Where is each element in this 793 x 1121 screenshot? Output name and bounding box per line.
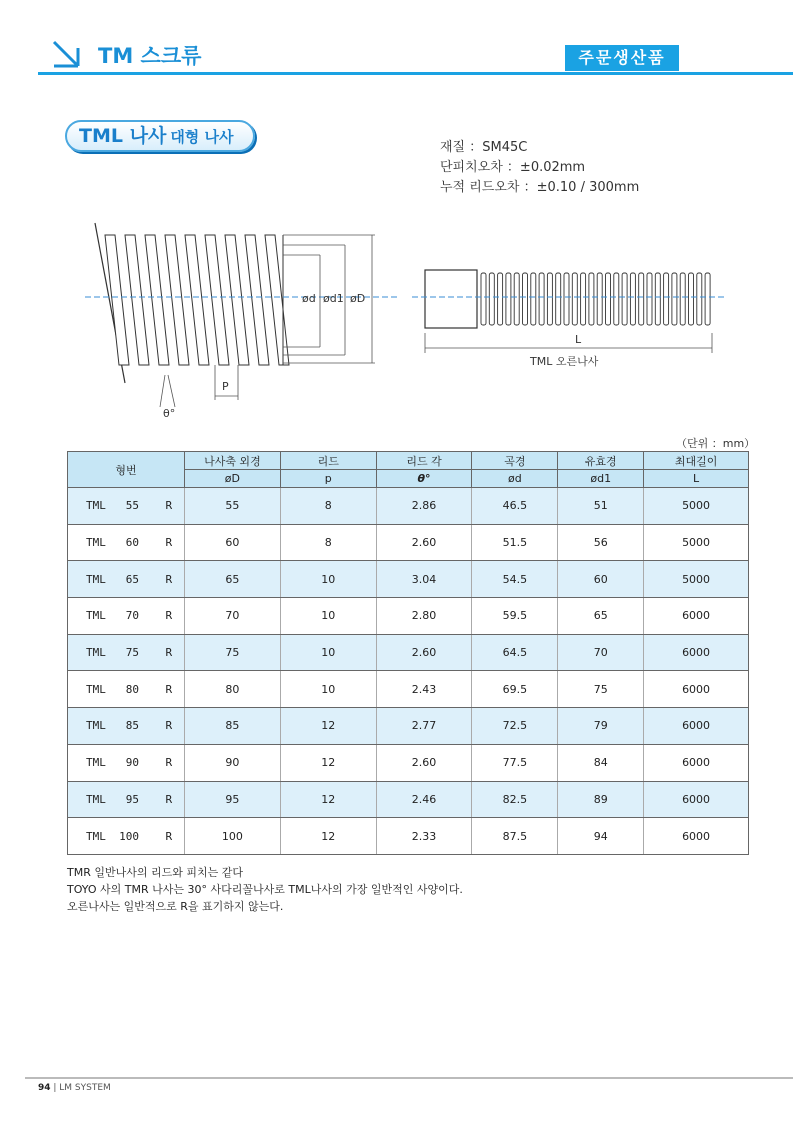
notes — [67, 864, 463, 915]
screw-full-view — [412, 270, 725, 353]
table-row — [68, 818, 749, 855]
cell-D: 90 — [184, 744, 280, 781]
note-3: 오른나사는 일반적으로 R을 표기하지 않는다. — [67, 900, 284, 913]
table-row — [68, 744, 749, 781]
cell-D: 70 — [184, 598, 280, 635]
cell-D: 60 — [184, 524, 280, 561]
cell-D: 80 — [184, 671, 280, 708]
cell-theta: 2.33 — [376, 818, 472, 855]
cell-D: 95 — [184, 781, 280, 818]
cell-p: 8 — [280, 524, 376, 561]
cell-d1: 70 — [558, 634, 644, 671]
cell-d1: 56 — [558, 524, 644, 561]
page-number: 94 — [38, 1083, 51, 1093]
header-root-dia: 곡경 — [472, 452, 558, 470]
cell-model: TML 80 R — [68, 671, 185, 708]
cell-p: 10 — [280, 634, 376, 671]
cell-p: 12 — [280, 818, 376, 855]
unit-label: （단위 ：mm） — [676, 437, 756, 450]
made-to-order-badge: 주문생산품 — [565, 45, 679, 71]
table-row — [68, 524, 749, 561]
cell-L: 6000 — [644, 671, 749, 708]
cell-d1: 75 — [558, 671, 644, 708]
cell-theta: 2.60 — [376, 524, 472, 561]
cell-d: 82.5 — [472, 781, 558, 818]
cell-model: TML 95 R — [68, 781, 185, 818]
cell-theta: 2.43 — [376, 671, 472, 708]
label-D: øD — [350, 292, 366, 305]
header-symbol-p: p — [280, 470, 376, 488]
cell-L: 6000 — [644, 744, 749, 781]
cell-D: 100 — [184, 818, 280, 855]
page-footer: 94 | LM SYSTEM — [38, 1083, 111, 1093]
header-symbol-D: øD — [184, 470, 280, 488]
table-row — [68, 708, 749, 745]
header-symbol-d1: ød1 — [558, 470, 644, 488]
cell-p: 12 — [280, 708, 376, 745]
cell-L: 6000 — [644, 634, 749, 671]
cell-d1: 79 — [558, 708, 644, 745]
table-row — [68, 488, 749, 525]
label-theta: θ° — [163, 407, 176, 420]
table-row — [68, 598, 749, 635]
header-symbol-theta: θ° — [376, 470, 472, 488]
cell-L: 6000 — [644, 598, 749, 635]
header-effective-dia: 유효경 — [558, 452, 644, 470]
cell-p: 10 — [280, 671, 376, 708]
arrow-down-right-icon — [50, 38, 82, 70]
screw-drawing — [0, 215, 793, 425]
cell-d: 64.5 — [472, 634, 558, 671]
cell-L: 5000 — [644, 524, 749, 561]
cell-model: TML 55 R — [68, 488, 185, 525]
cell-d: 72.5 — [472, 708, 558, 745]
cell-p: 10 — [280, 598, 376, 635]
table-row — [68, 561, 749, 598]
header-max-length: 최대길이 — [644, 452, 749, 470]
cell-theta: 2.77 — [376, 708, 472, 745]
note-2: TOYO 사의 TMR 나사는 30° 사다리꼴나사로 TML나사의 가장 일반적인 사양이다. — [67, 883, 463, 896]
table-row — [68, 781, 749, 818]
header-lead: 리드 — [280, 452, 376, 470]
footer-rule — [25, 1077, 793, 1079]
cell-d1: 89 — [558, 781, 644, 818]
cell-L: 6000 — [644, 818, 749, 855]
cell-d1: 51 — [558, 488, 644, 525]
cell-d: 59.5 — [472, 598, 558, 635]
table-row — [68, 634, 749, 671]
header-lead-angle: 리드 각 — [376, 452, 472, 470]
cell-D: 65 — [184, 561, 280, 598]
label-length: L — [575, 333, 582, 346]
drawing-caption: TML 오른나사 — [530, 355, 599, 368]
spec-lead-error: 누적 리드오차 ：±0.10 / 300mm — [440, 180, 640, 195]
cell-L: 6000 — [644, 708, 749, 745]
cell-p: 10 — [280, 561, 376, 598]
cell-theta: 2.60 — [376, 744, 472, 781]
cell-d: 51.5 — [472, 524, 558, 561]
header-model: 형번 — [68, 452, 185, 488]
cell-theta: 3.04 — [376, 561, 472, 598]
spec-material: 재질 ：SM45C — [440, 140, 528, 155]
table-row — [68, 671, 749, 708]
section-title-main: TML 나사 — [79, 125, 167, 147]
spec-list — [440, 138, 639, 198]
section-title-sub: 대형 나사 — [170, 128, 234, 146]
header-symbol-L: L — [644, 470, 749, 488]
cell-model: TML 75 R — [68, 634, 185, 671]
footer-text: LM SYSTEM — [59, 1083, 111, 1093]
cell-L: 6000 — [644, 781, 749, 818]
spec-pitch-error: 단피치오차 ：±0.02mm — [440, 160, 586, 175]
cell-d: 54.5 — [472, 561, 558, 598]
cell-theta: 2.86 — [376, 488, 472, 525]
spec-table — [67, 451, 749, 855]
cell-d: 87.5 — [472, 818, 558, 855]
cell-p: 12 — [280, 744, 376, 781]
cell-d1: 60 — [558, 561, 644, 598]
cell-theta: 2.80 — [376, 598, 472, 635]
cell-theta: 2.60 — [376, 634, 472, 671]
cell-model: TML 65 R — [68, 561, 185, 598]
label-d: ød — [302, 292, 316, 305]
cell-D: 85 — [184, 708, 280, 745]
cell-d: 69.5 — [472, 671, 558, 708]
label-d1: ød1 — [323, 292, 344, 305]
header-rule — [38, 72, 793, 75]
cell-d1: 94 — [558, 818, 644, 855]
cell-d: 77.5 — [472, 744, 558, 781]
note-1: TMR 일반나사의 리드와 피치는 같다 — [67, 866, 243, 879]
cell-theta: 2.46 — [376, 781, 472, 818]
section-title-tab — [65, 120, 255, 152]
cell-d1: 84 — [558, 744, 644, 781]
cell-d: 46.5 — [472, 488, 558, 525]
cell-D: 75 — [184, 634, 280, 671]
cell-model: TML 60 R — [68, 524, 185, 561]
page-header — [0, 0, 793, 78]
cell-L: 5000 — [644, 488, 749, 525]
cell-model: TML 100 R — [68, 818, 185, 855]
cell-p: 8 — [280, 488, 376, 525]
cell-D: 55 — [184, 488, 280, 525]
cell-model: TML 90 R — [68, 744, 185, 781]
cell-p: 12 — [280, 781, 376, 818]
header-symbol-d: ød — [472, 470, 558, 488]
label-pitch: P — [222, 380, 229, 393]
header-outer-dia: 나사축 외경 — [184, 452, 280, 470]
cell-d1: 65 — [558, 598, 644, 635]
cell-model: TML 85 R — [68, 708, 185, 745]
cell-model: TML 70 R — [68, 598, 185, 635]
cell-L: 5000 — [644, 561, 749, 598]
page-title: TM 스크류 — [98, 44, 202, 68]
